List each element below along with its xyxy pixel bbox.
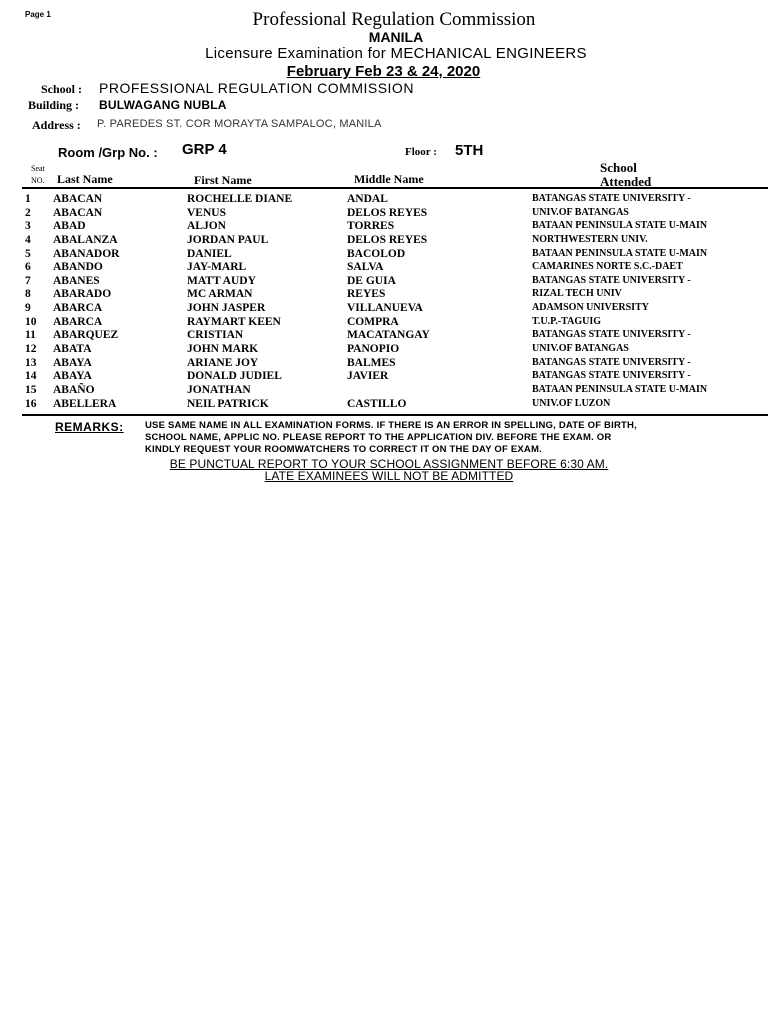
school-attended: RIZAL TECH UNIV [532,288,622,300]
last-name: ABARCA [53,315,103,328]
school-attended: BATANGAS STATE UNIVERSITY - [532,356,691,368]
last-name: ABACAN [53,206,103,219]
school-attended: NORTHWESTERN UNIV. [532,233,648,245]
school-attended: BATAAN PENINSULA STATE U-MAIN [532,383,708,395]
last-name: ABAYA [53,356,92,369]
last-name: ABANADOR [53,247,120,260]
middle-name: BALMES [347,356,396,369]
commission-title: Professional Regulation Commission [252,9,536,30]
seat-number: 1 [25,193,31,205]
first-name: JAY-MARL [187,261,247,274]
first-name: JOHN JASPER [187,302,266,315]
school-value: PROFESSIONAL REGULATION COMMISSION [99,80,414,96]
remarks-line-1: USE SAME NAME IN ALL EXAMINATION FORMS. IF THERE IS AN ERROR IN SPELLING, DATE OF BIRTH, [145,420,637,431]
school-label: School : [41,82,83,96]
school-attended: CAMARINES NORTE S.C.-DAET [532,261,683,273]
table-row [0,302,768,316]
column-header-middle-name: Middle Name [354,172,424,186]
table-bottom-rule [22,414,768,416]
column-header-attended: Attended [600,174,652,189]
seat-number: 14 [25,370,37,383]
remarks-line-3: KINDLY REQUEST YOUR ROOMWATCHERS TO CORRECT IT ON THE DAY OF EXAM. [145,444,542,455]
first-name: JOHN MARK [187,343,259,356]
school-attended: BATANGAS STATE UNIVERSITY - [532,274,691,286]
school-attended: BATAAN PENINSULA STATE U-MAIN [532,220,708,232]
last-name: ABALANZA [53,233,118,246]
school-attended: UNIV.OF BATANGAS [532,343,629,355]
school-attended: BATANGAS STATE UNIVERSITY - [532,193,691,204]
school-attended: BATANGAS STATE UNIVERSITY - [532,370,691,382]
first-name: JORDAN PAUL [187,233,269,246]
first-name: MATT AUDY [187,274,256,287]
middle-name: PANOPIO [347,343,400,356]
column-header-seat-no: NO. [31,176,45,185]
seat-number: 5 [25,247,31,260]
school-attended: UNIV.OF BATANGAS [532,206,629,218]
last-name: ABELLERA [53,397,117,410]
middle-name: VILLANUEVA [347,302,423,315]
table-row [0,357,768,371]
middle-name: MACATANGAY [347,329,430,342]
middle-name: CASTILLO [347,397,407,410]
page-number: Page 1 [25,10,51,19]
table-row [0,275,768,289]
first-name: JONATHAN [187,383,251,396]
table-row [0,316,768,330]
school-attended: UNIV.OF LUZON [532,397,611,409]
seat-number: 6 [25,261,31,274]
late-notice: LATE EXAMINEES WILL NOT BE ADMITTED [264,469,514,483]
last-name: ABAD [53,220,86,233]
last-name: ABANES [53,274,100,287]
seat-number: 9 [25,302,31,315]
table-row [0,343,768,357]
middle-name: ANDAL [347,193,388,205]
table-row [0,288,768,302]
seat-number: 8 [25,288,31,301]
seat-number: 10 [25,315,37,328]
seat-number: 16 [25,397,37,410]
middle-name: DE GUIA [347,274,396,287]
first-name: DANIEL [187,247,232,260]
last-name: ABACAN [53,193,103,205]
middle-name: SALVA [347,261,384,274]
column-header-last-name: Last Name [57,172,113,186]
exam-date: February Feb 23 & 24, 2020 [286,63,481,80]
first-name: DONALD JUDIEL [187,370,282,383]
middle-name: TORRES [347,220,395,233]
seat-number: 7 [25,274,31,287]
middle-name: DELOS REYES [347,206,428,219]
building-label: Building : [28,98,80,112]
remarks-line-2: SCHOOL NAME, APPLIC NO. PLEASE REPORT TO THE APPLICATION DIV. BEFORE THE EXAM. OR [145,432,612,443]
seat-number: 12 [25,343,37,356]
middle-name: REYES [347,288,386,301]
last-name: ABAÑO [53,383,95,396]
first-name: VENUS [187,206,226,219]
last-name: ABARQUEZ [53,329,119,342]
table-row [0,207,768,221]
punctuality-notice: BE PUNCTUAL REPORT TO YOUR SCHOOL ASSIGNMENT BEFORE 6:30 AM. [169,457,609,471]
table-row [0,384,768,398]
table-row [0,261,768,275]
middle-name: JAVIER [347,370,389,383]
first-name: ALJON [187,220,226,233]
table-row [0,220,768,234]
first-name: MC ARMAN [187,288,253,301]
examinee-list [0,193,768,411]
last-name: ABARADO [53,288,112,301]
last-name: ABATA [53,343,92,356]
first-name: CRISTIAN [187,329,244,342]
middle-name: BACOLOD [347,247,406,260]
floor-value: 5TH [455,142,484,159]
seat-number: 4 [25,233,31,246]
first-name: ARIANE JOY [187,356,259,369]
middle-name: DELOS REYES [347,233,428,246]
column-header-first-name: First Name [194,173,252,187]
middle-name: COMPRA [347,315,399,328]
floor-label: Floor : [405,146,437,158]
first-name: ROCHELLE DIANE [187,193,293,205]
table-row [0,234,768,248]
school-attended: BATANGAS STATE UNIVERSITY - [532,329,691,341]
column-header-school: School [600,160,637,175]
room-value: GRP 4 [182,141,227,158]
room-label: Room /Grp No. : [58,145,158,160]
table-row [0,370,768,384]
last-name: ABAYA [53,370,92,383]
remarks-label: REMARKS: [55,420,124,434]
table-row [0,193,768,207]
seat-number: 13 [25,356,37,369]
last-name: ABARCA [53,302,103,315]
table-row [0,398,768,412]
address-value: P. PAREDES ST. COR MORAYTA SAMPALOC, MANILA [97,118,382,130]
address-label: Address : [32,118,81,132]
first-name: NEIL PATRICK [187,397,269,410]
seat-number: 15 [25,383,37,396]
building-value: BULWAGANG NUBLA [99,98,227,112]
school-attended: T.U.P.-TAGUIG [532,315,601,327]
table-top-rule [22,187,768,189]
school-attended: BATAAN PENINSULA STATE U-MAIN [532,247,708,259]
last-name: ABANDO [53,261,103,274]
city-title: MANILA [368,29,424,45]
seat-number: 3 [25,220,31,233]
seat-number: 2 [25,206,31,219]
school-attended: ADAMSON UNIVERSITY [532,302,649,314]
table-row [0,248,768,262]
seat-number: 11 [25,329,36,342]
first-name: RAYMART KEEN [187,315,281,328]
column-header-seat: Seat [31,164,45,173]
exam-title: Licensure Examination for MECHANICAL ENGINEERS [205,45,587,62]
table-row [0,329,768,343]
